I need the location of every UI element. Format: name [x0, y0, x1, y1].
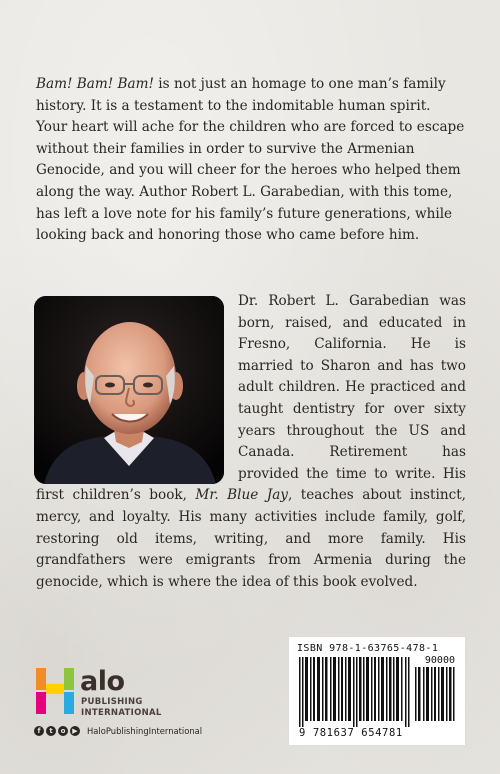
isbn-number: ISBN 978-1-63765-478-1 — [297, 643, 439, 654]
blurb-text: is not just an homage to one man’s family history. It is a testament to the indomitable human spirit. Your heart will ache for the children who are forced to escape without their families in order to survive the Armenian Genocide, and you will cheer for the heroes who helped them along the way. Author Robert L. Garabedian, with this tome, has left a love note for his family’s future generations, while looking back and honoring those who came before him. — [36, 76, 465, 244]
publisher-line2: INTERNATIONAL — [81, 708, 162, 718]
facebook-icon[interactable]: f — [34, 726, 44, 736]
publisher-logo — [34, 664, 174, 720]
social-links — [34, 725, 202, 737]
photo-wrap-space — [36, 291, 238, 483]
book-title: Bam! Bam! Bam! — [36, 76, 154, 92]
twitter-icon[interactable]: t — [46, 726, 56, 736]
youtube-icon[interactable]: ▶ — [70, 726, 80, 736]
barcode-digits: 9 781637 654781 — [299, 727, 403, 739]
barcode-bars-addon — [415, 667, 457, 721]
back-cover-blurb — [36, 74, 466, 247]
isbn-barcode — [288, 636, 466, 746]
publisher-name: alo — [80, 666, 125, 697]
publisher-line1: PUBLISHING — [81, 697, 143, 707]
social-handle[interactable]: HaloPublishingInternational — [87, 726, 203, 736]
price-code: 90000 — [424, 655, 455, 666]
author-bio — [36, 291, 466, 593]
instagram-icon[interactable]: o — [58, 726, 68, 736]
bio-book-title: Mr. Blue Jay — [195, 487, 288, 504]
bio-text-part2: , teaches about instinct, mercy, and loyalty. His many activities include family, golf, restoring old items, writing, and more family. His grandfathers were emigrants from Armenia during the genocide, which is where the idea of this book evolved. — [36, 487, 466, 590]
barcode-bars-main — [299, 657, 411, 727]
bio-text-part1: Dr. Robert L. Garabedian was born, raised, and educated in Fresno, California. He is married to Sharon and has two adult children. He practiced and taught dentistry for over sixty years throughout the US and Canada. Retirement has provided the time to write. His first children’s book, — [36, 293, 466, 504]
halo-h-logo-icon — [34, 664, 80, 716]
